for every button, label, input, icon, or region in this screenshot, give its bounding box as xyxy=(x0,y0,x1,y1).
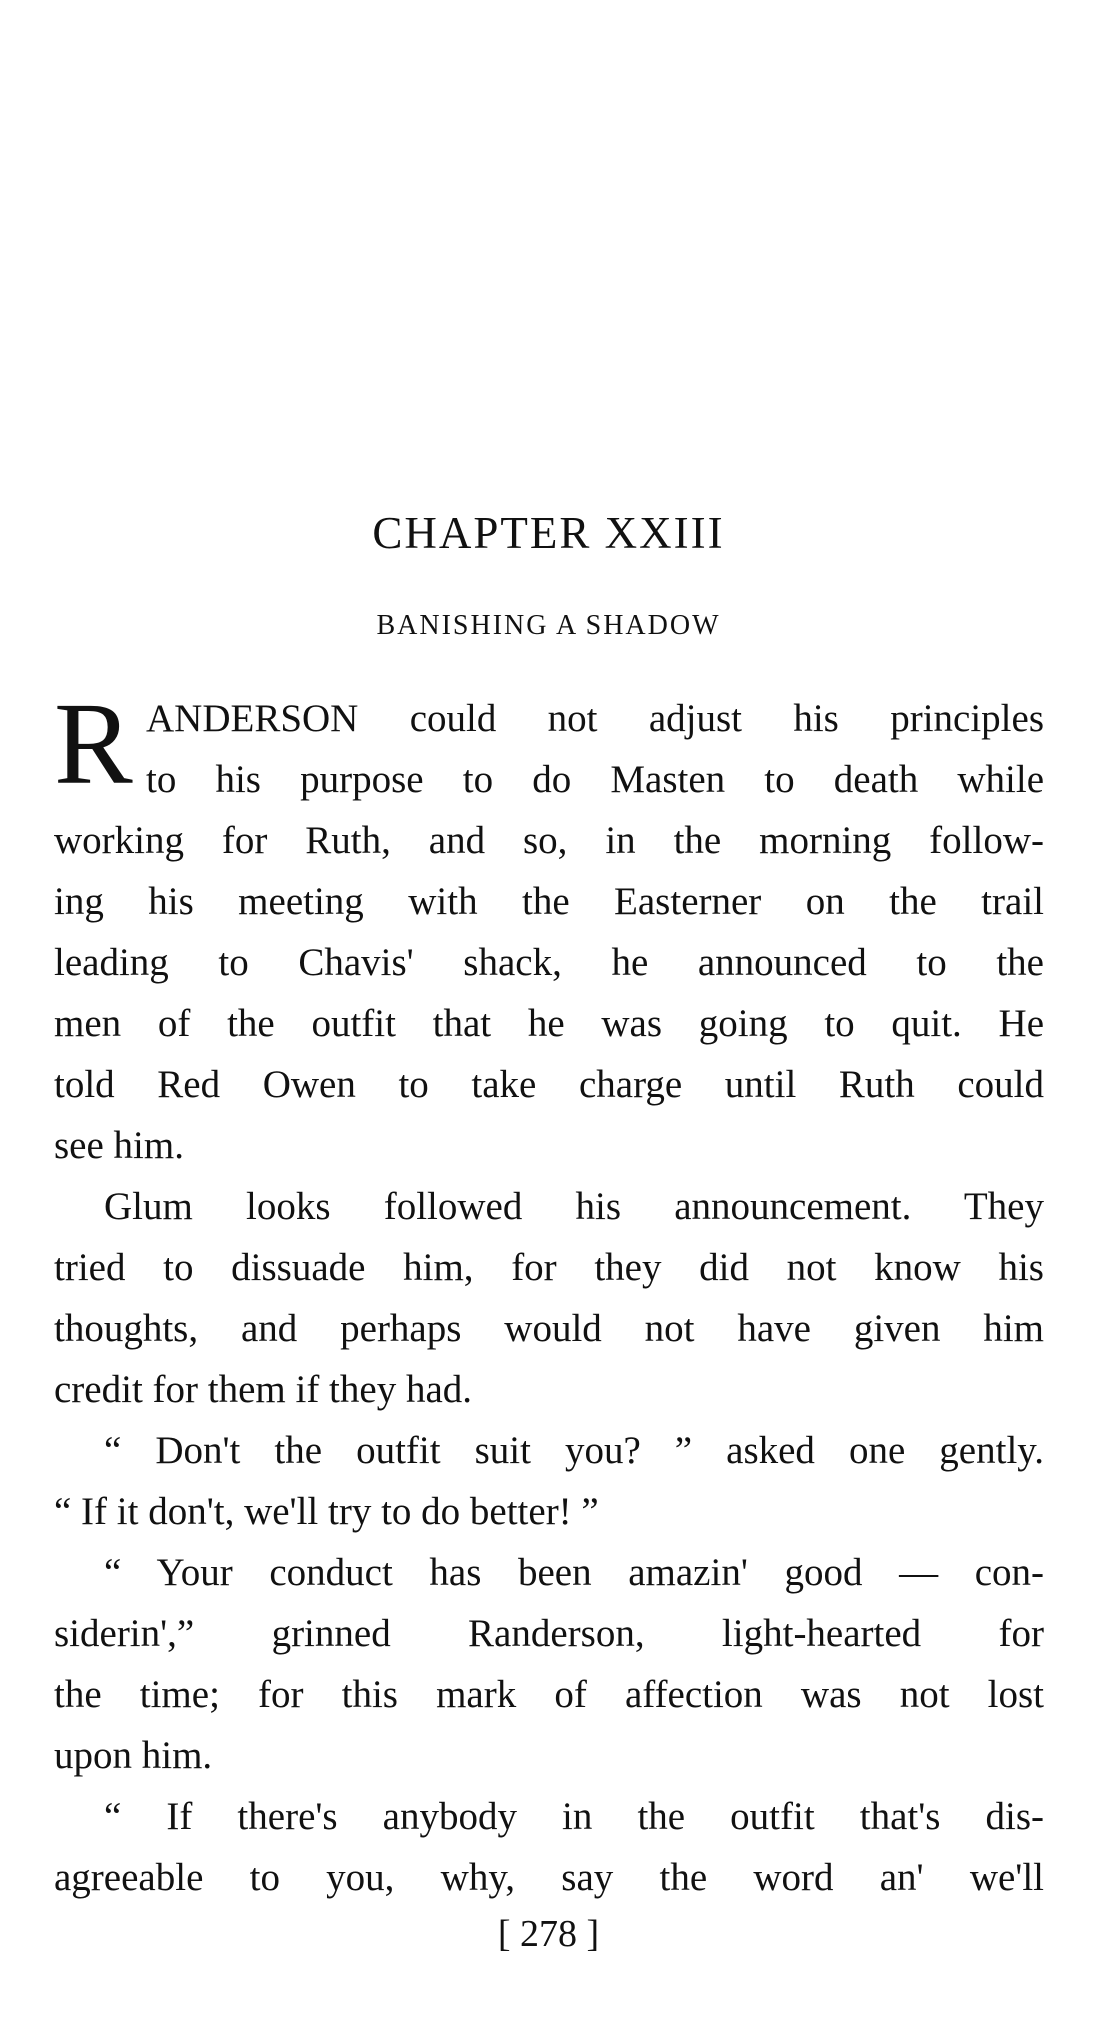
page-number: [ 278 ] xyxy=(497,1913,600,1955)
chapter-title: CHAPTER XXIII xyxy=(372,508,725,558)
chapter-body-text xyxy=(54,688,1044,1908)
text-line: agreeable to you, why, say the word an' we'll xyxy=(54,1856,1044,1899)
text-line: siderin',” grinned Randerson, light-hearted for xyxy=(54,1612,1044,1655)
text-line: “ If it don't, we'll try to do better! ” xyxy=(54,1490,599,1533)
chapter-subtitle: BANISHING A SHADOW xyxy=(376,610,721,641)
text-line: tried to dissuade him, for they did not know his xyxy=(54,1246,1044,1289)
text-line: men of the outfit that he was going to quit. He xyxy=(54,1002,1044,1045)
text-line: to his purpose to do Masten to death while xyxy=(146,758,1044,801)
text-line: the time; for this mark of affection was not lost xyxy=(54,1673,1044,1716)
text-line: Glum looks followed his announcement. They xyxy=(104,1185,1044,1228)
text-line: ANDERSON could not adjust his principles xyxy=(146,697,1044,740)
text-line: working for Ruth, and so, in the morning follow- xyxy=(54,819,1044,862)
text-line: see him. xyxy=(54,1124,184,1167)
drop-cap: R xyxy=(54,678,133,809)
text-line: ing his meeting with the Easterner on the trail xyxy=(54,880,1044,923)
text-line: “ Don't the outfit suit you? ” asked one gently. xyxy=(104,1429,1044,1472)
text-line: told Red Owen to take charge until Ruth could xyxy=(54,1063,1044,1106)
text-line: leading to Chavis' shack, he announced to the xyxy=(54,941,1044,984)
text-line: upon him. xyxy=(54,1734,213,1777)
text-line: “ If there's anybody in the outfit that's dis- xyxy=(104,1795,1044,1838)
text-line: thoughts, and perhaps would not have given him xyxy=(54,1307,1044,1350)
text-line: credit for them if they had. xyxy=(54,1368,473,1411)
text-line: “ Your conduct has been amazin' good — con- xyxy=(104,1551,1044,1594)
